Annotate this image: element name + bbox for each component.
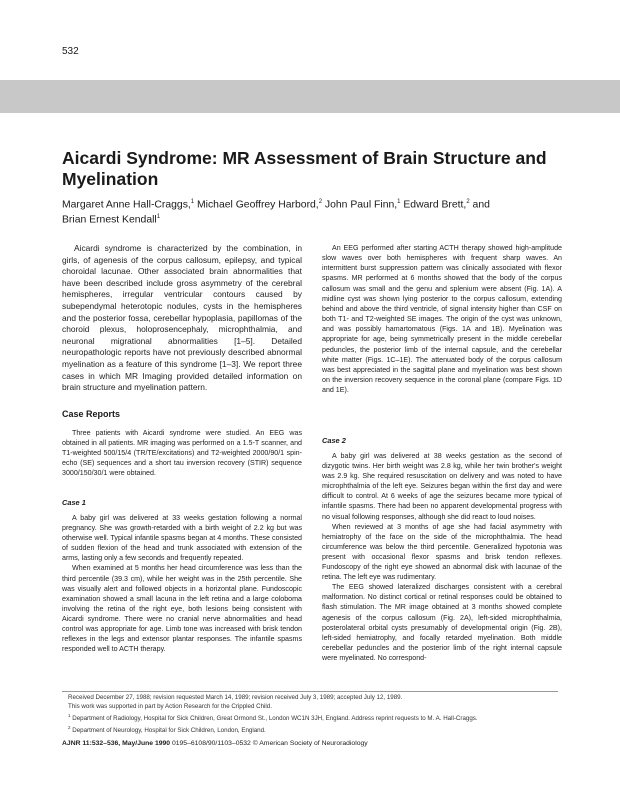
header-band [0, 80, 620, 113]
author-list [62, 196, 562, 227]
author-name: Michael Geoffrey Harbord, [194, 199, 319, 211]
case-1-paragraph: When examined at 5 months her head circumference was less than the third percentile (39.3 cm), while her weight was in the 25th percentile. She was visually alert and followed objects in a horizontal plane. Fundoscopic examination showed a small lacuna in the left retina and a large coloboma involving the retina of the right eye, both lesions being consistent with Aicardi syndrome. There were no cranial nerve abnormalities and head control was appropriate for age. Limb tone was increased with brisk tendon reflexes in the legs and extensor plantar responses. The infantile spasms responded well to ACTH therapy. [62, 564, 302, 654]
funding-note: This work was supported in part by Action Research for the Crippled Child. [68, 702, 272, 710]
affiliation-note [68, 724, 568, 736]
affiliation-marker: 1 [156, 214, 161, 221]
abstract: Aicardi syndrome is characterized by the combination, in girls, of agenesis of the corpus callosum, epilepsy, and typical choroidal lacunae. Other associated brain abnormalities that have been described include gross asymmetry of the cerebral hemispheres, irregular ventricular contours caused by subependymal heterotopic nodules, cysts in the hemispheres and the posterior fossa, cerebellar hypoplasia, papillomas of the choroid plexus, holoprosencephaly, microphthalmia, and neuronal migrational abnormalities [1–5]. Detailed neuropathologic reports have not previously described abnormal myelination as a feature of this syndrome [1–3]. We report three cases in which MR Imaging provided detailed information on brain structure and myelination pattern. [62, 243, 302, 393]
affiliation-marker: 2 [318, 199, 323, 205]
case-reports-heading: Case Reports [62, 409, 121, 419]
case-2-heading: Case 2 [322, 436, 346, 445]
author-conjunction: and [469, 199, 490, 211]
author-name: John Paul Finn, [322, 199, 398, 211]
case-2-paragraph: A baby girl was delivered at 38 weeks gestation as the second of dizygotic twins. Her birth weight was 2.8 kg, while her twin brother's weight was 2.9 kg. She required resuscitation on delivery and was noted to have microphthalmia of the left eye. Seizures began within the first day and were difficult to control. At 6 weeks of age the seizures became more typical of infantile spasms. There had been no apparent developmental progress with no visual following responses, although she did react to loud noises. [322, 452, 562, 521]
copyright-text: 0195–6108/90/1103–0532 © American Society of Neuroradiology [170, 740, 368, 747]
case-1-paragraph: A baby girl was delivered at 33 weeks gestation following a normal pregnancy. She was growth-retarded with a birth weight of 2.2 kg but was otherwise well. Typical infantile spasms began at 4 months. These consisted of sudden flexion of the head and trunk associated with extension of the arms, lasting only a few seconds and frequently repeated. [62, 514, 302, 563]
received-dates: Received December 27, 1988; revision requested March 14, 1989; revision received July 3, 1989; accepted July 12, 1989. [68, 694, 403, 701]
author-name: Brian Ernest Kendall [62, 214, 157, 226]
footnote-divider [62, 691, 558, 692]
journal-citation [62, 740, 368, 747]
affiliation-marker: 1 [397, 199, 401, 205]
case-reports-intro: Three patients with Aicardi syndrome were studied. An EEG was obtained in all patients. MR imaging was performed on a 1.5-T scanner, and T1-weighted 500/15/4 (TR/TE/excitations) and T2-weighted 2000/90/1 spin-echo (SE) sequences and a short tau inversion recovery (STIR) sequence 3000/150/30/1 were obtained. [62, 429, 302, 478]
affiliation-marker: 2 [466, 199, 470, 205]
affiliation-note [68, 712, 568, 724]
case-2-paragraph: The EEG showed lateralized discharges consistent with a cerebral malformation. No distinct cortical or retinal responses could be obtained to flash stimulation. The MR image obtained at 3 months showed complete agenesis of the corpus callosum (Fig. 2A), left-sided microphthalmia, posterolateral orbital cysts presumably of developmental origin (Fig. 2B), left-sided hemiatrophy, and focally retarded myelination. Both middle cerebellar peduncles and the posterior limb of the right internal capsule were myelinated. No correspond- [322, 583, 562, 662]
affiliation-text: Department of Neurology, Hospital for Sick Children, London, England. [70, 726, 266, 734]
case-2-paragraph: When reviewed at 3 months of age she had facial asymmetry with hemiatrophy of the face on the side of the microphthalmia. The head circumference was below the third percentile. Generalized hypotonia was present with occasional flexor spasms and brisk tendon reflexes. Fundoscopy of the right eye showed an abnormal disk with lacunae of the retina. The left eye was rudimentary. [322, 522, 562, 582]
footnotes [68, 694, 568, 736]
affiliation-marker: 2 [68, 724, 71, 730]
affiliation-text: Department of Radiology, Hospital for Sick Children, Great Ormond St., London WC1N 3JH, England. Address reprint requests to M. A. Hall-Craggs. [70, 714, 478, 722]
page-number: 532 [62, 46, 79, 57]
citation-label: AJNR 11:532–536, May/June 1990 [62, 740, 171, 747]
case-1-heading: Case 1 [62, 498, 86, 507]
author-name: Margaret Anne Hall-Craggs, [62, 199, 191, 211]
affiliation-marker: 1 [190, 199, 195, 205]
affiliation-marker: 1 [68, 712, 71, 718]
author-name: Edward Brett, [400, 199, 467, 211]
case-1-continued-paragraph: An EEG performed after starting ACTH therapy showed high-amplitude slow waves over both hemispheres with frequent sharp waves. An intermittent burst suppression pattern was clinically associated with flexor spasms. MR performed at 6 months showed that the body of the corpus callosum was small and the genu and splenium were absent (Fig. 1A). A midline cyst was shown lying posterior to the corpus callosum, extending behind and above the third ventricle, of signal intensity higher than CSF on both T1- and T2-weighted SE images. The origin of the cyst was unknown, and was possibly hamartomatous (Figs. 1A and 1B). Myelination was appropriate for age, being symmetrically present in the middle cerebellar peduncles, the posterior limb of the internal capsule, and the cerebellar white matter (Figs. 1C–1E). The attenuated body of the corpus callosum was best appreciated in the sagittal plane and myelination was best shown on the inversion recovery sequence in the coronal plane (compare Figs. 1D and 1E). [322, 244, 562, 395]
article-title: Aicardi Syndrome: MR Assessment of Brain Structure and Myelination [62, 148, 547, 189]
